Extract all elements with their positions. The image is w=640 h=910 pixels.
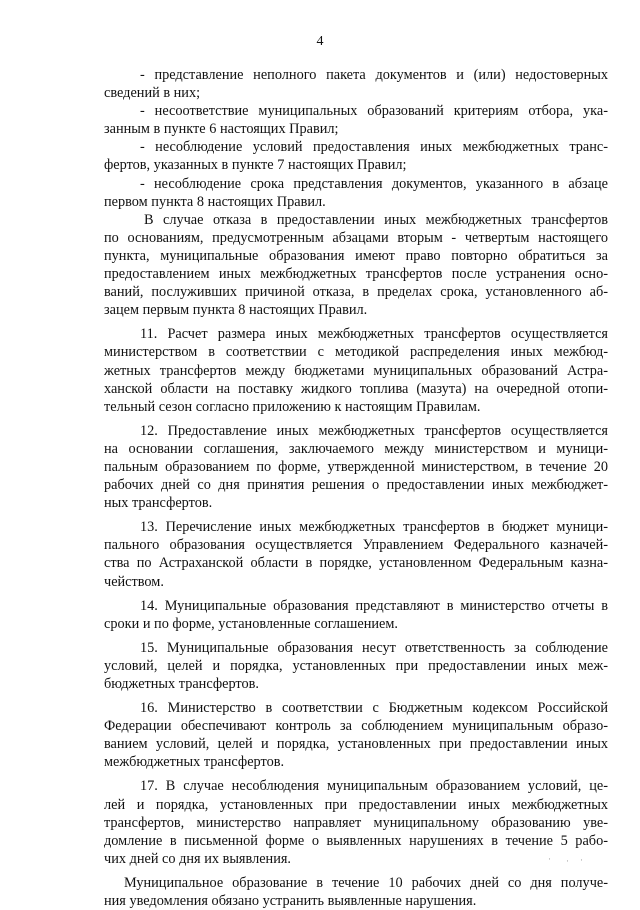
scan-speck: · [548,854,551,864]
text-line: первом пункта 8 настоящих Правил. [104,193,326,210]
text-line: - несоответствие муниципальных образований критериям отбора, ука- [140,103,608,120]
text-line: 16. Министерство в соответствии с Бюджетным кодексом Российской [140,700,608,717]
document-body [104,66,608,910]
text-line: - несоблюдение условий предоставления иных межбюджетных транс- [140,139,608,156]
text-line: чейством. [104,573,164,590]
text-line: 13. Перечисление иных межбюджетных трансфертов в бюджет муници- [140,519,608,536]
text-line: ханской области на поставку жидкого топлива (мазута) на очередной отопи- [104,380,608,397]
text-line: ства по Астраханской области в порядке, установленном Федеральным казна- [104,555,608,572]
text-line: - представление неполного пакета документов и (или) недостоверных [140,67,608,83]
text-line: пункта, муниципальные образования имеют право повторно обратиться за [104,247,608,264]
text-line: - несоблюдение срока представления документов, указанного в абзаце [140,175,608,192]
text-line: В случае отказа в предоставлении иных межбюджетных трансфертов [144,211,608,228]
page-number: 4 [316,34,324,49]
text-line: межбюджетных трансфертов. [104,754,285,771]
text-line: по основаниям, предусмотренным абзацами вторым - четвертым настоящего [104,229,608,246]
text-line: домление в письменной форме о выявленных нарушениях в течение 5 рабо- [104,832,608,849]
text-line: бюджетных трансфертов. [104,676,259,692]
text-line: сведений в них; [104,85,201,102]
text-line: ванием условий, целей и порядка, установленных при предоставлении иных [104,736,608,753]
text-line: сроки и по форме, установленные соглашением. [104,615,398,632]
text-line: ваний, послуживших причиной отказа, в пределах срока, установленного аб- [104,284,608,301]
text-line: пальным образованием по форме, утвержденной министерством, в течение 20 [104,458,608,475]
text-line: министерством в соответствии с методикой распределения иных межбюд- [104,344,608,361]
text-line: условий, целей и порядка, установленных при предоставлении иных меж- [104,657,608,674]
text-line: чих дней со дня их выявления. [104,850,292,867]
text-line: предоставлением иных межбюджетных трансфертов после устранения осно- [104,266,608,283]
text-line: 14. Муниципальные образования представляют в министерство отчеты в [140,597,608,614]
text-line: Федерации обеспечивают контроль за соблюдением муниципальным образо- [104,718,608,735]
text-line: трансфертов, министерство направляет муниципальному образованию уве- [104,814,608,831]
text-line: лей и порядка, установленных при предоставлении иных межбюджетных [104,796,608,813]
text-line: пального образования осуществляется Управлением Федерального казначей- [104,537,608,554]
text-line: 11. Расчет размера иных межбюджетных трансфертов осуществляется [140,326,608,343]
text-line: рабочих дней со дня принятия решения о предоставлении иных межбюджет- [104,477,608,494]
text-line: 17. В случае несоблюдения муниципальным образованием условий, це- [140,778,608,795]
text-line: фертов, указанных в пункте 7 настоящих Правил; [104,157,407,174]
text-line: зацем первым пункта 8 настоящих Правил. [104,302,368,319]
text-line: 12. Предоставление иных межбюджетных трансфертов осуществляется [140,422,608,439]
text-line: Муниципальное образование в течение 10 рабочих дней со дня получе- [124,874,608,891]
text-line: тельный сезон согласно приложению к настоящим Правилам. [104,398,481,415]
text-line: занным в пункте 6 настоящих Правил; [104,121,339,138]
text-line: на основании соглашения, заключаемого между министерством и муници- [104,440,608,457]
scan-speck: · [580,855,583,865]
text-line: 15. Муниципальные образования несут ответственность за соблюдение [140,639,608,656]
text-line: ных трансфертов. [104,495,213,512]
text-line: ния уведомления обязано устранить выявленные нарушения. [104,893,477,910]
text-line: жетных трансфертов между бюджетами муниципальных образований Астра- [104,362,608,379]
scan-speck: · [566,856,569,866]
